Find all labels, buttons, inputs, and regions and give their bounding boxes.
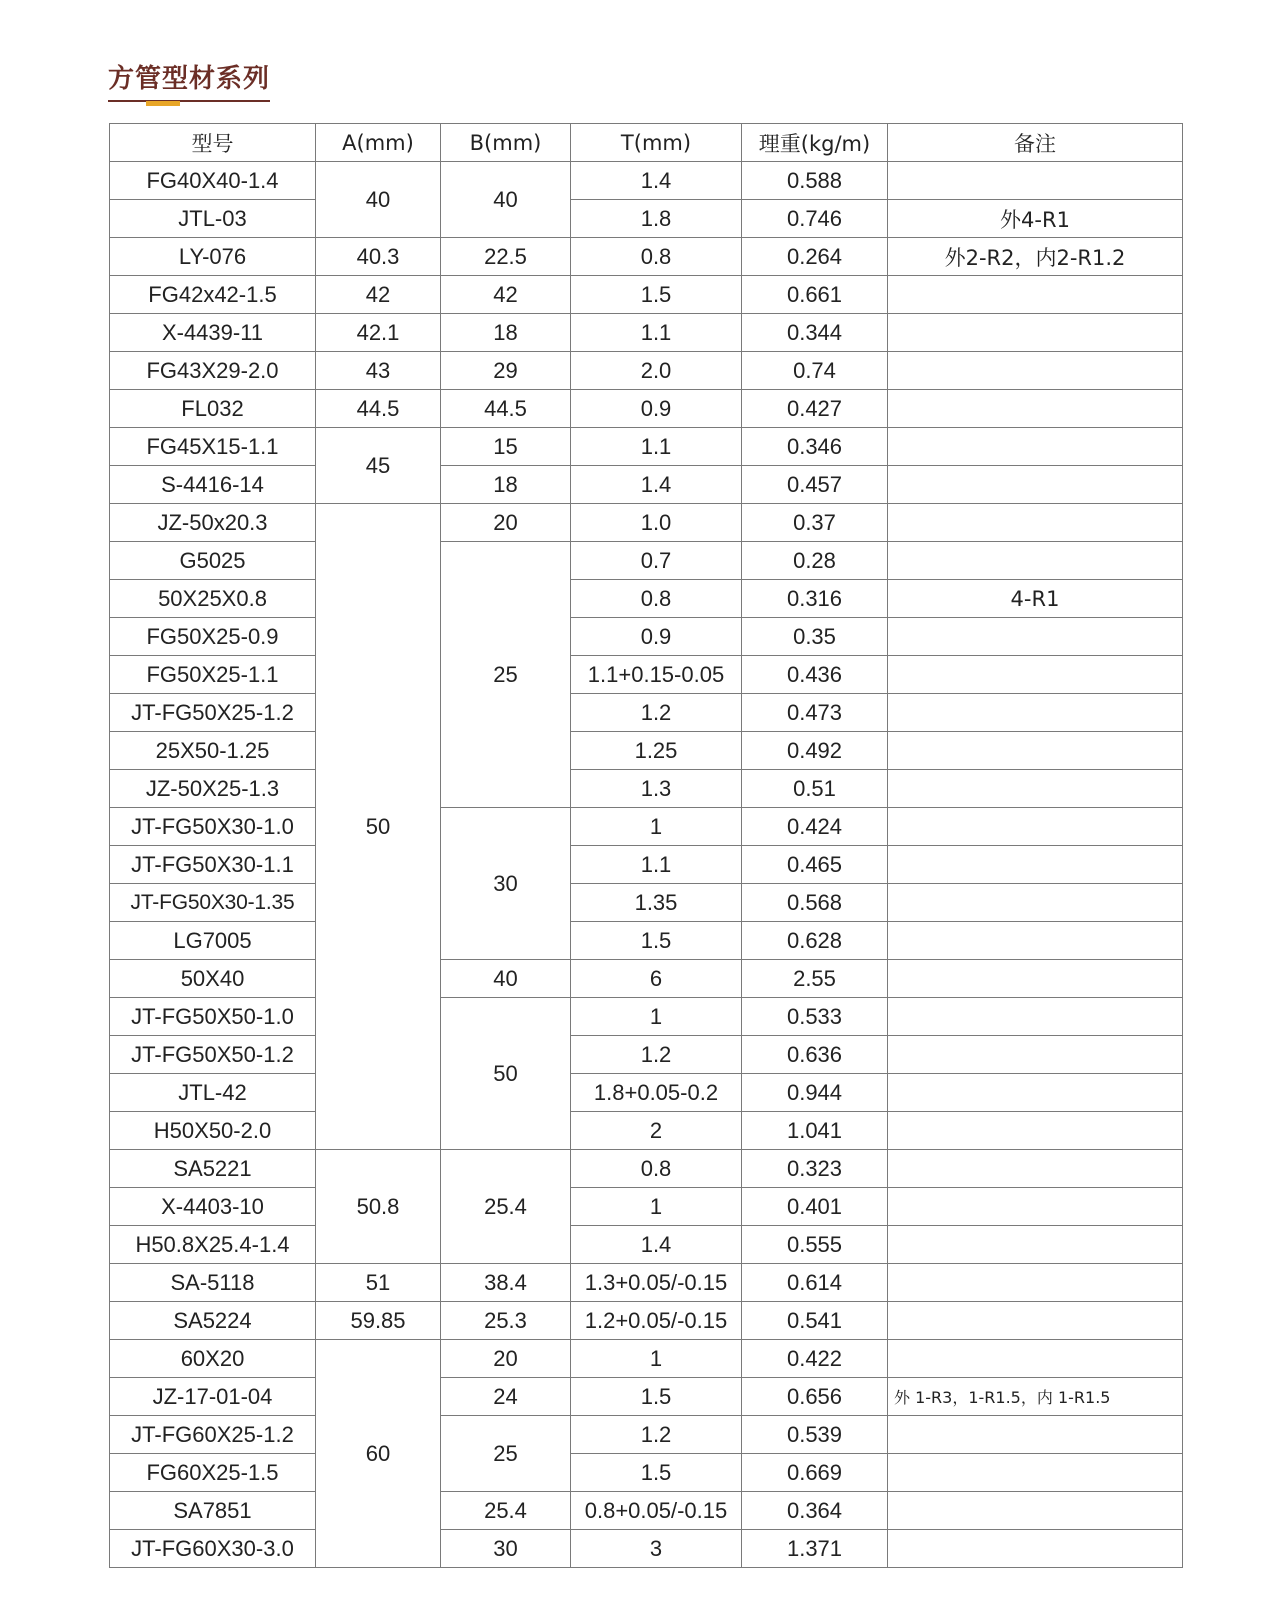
cell-model: FG45X15-1.1	[110, 428, 316, 466]
cell-model: JZ-50X25-1.3	[110, 770, 316, 808]
header-b: B(mm)	[441, 124, 571, 162]
cell-weight: 0.492	[742, 732, 888, 770]
cell-t: 1.4	[571, 162, 742, 200]
table-row	[110, 1150, 1183, 1188]
cell-model: SA5224	[110, 1302, 316, 1340]
cell-model: FG40X40-1.4	[110, 162, 316, 200]
cell-weight: 0.422	[742, 1340, 888, 1378]
cell-b: 25.4	[441, 1492, 571, 1530]
cell-weight: 0.364	[742, 1492, 888, 1530]
cell-t: 1.5	[571, 1454, 742, 1492]
cell-weight: 0.436	[742, 656, 888, 694]
cell-b: 30	[441, 808, 571, 960]
spec-table-body	[110, 162, 1183, 1568]
table-row	[110, 960, 1183, 998]
table-row	[110, 276, 1183, 314]
cell-b: 18	[441, 314, 571, 352]
cell-t: 1.4	[571, 1226, 742, 1264]
cell-a: 50	[316, 504, 441, 1150]
cell-t: 1.5	[571, 1378, 742, 1416]
cell-weight: 0.568	[742, 884, 888, 922]
cell-t: 1.8+0.05-0.2	[571, 1074, 742, 1112]
cell-model: JTL-03	[110, 200, 316, 238]
title-accent-bar	[146, 101, 180, 106]
table-row	[110, 1416, 1183, 1454]
cell-model: S-4416-14	[110, 466, 316, 504]
table-row	[110, 1302, 1183, 1340]
cell-t: 2.0	[571, 352, 742, 390]
cell-t: 1.2+0.05/-0.15	[571, 1302, 742, 1340]
table-row	[110, 1492, 1183, 1530]
cell-a: 51	[316, 1264, 441, 1302]
cell-t: 1	[571, 1188, 742, 1226]
table-row	[110, 808, 1183, 846]
table-row	[110, 1340, 1183, 1378]
cell-note	[888, 276, 1183, 314]
cell-weight: 0.264	[742, 238, 888, 276]
cell-a: 59.85	[316, 1302, 441, 1340]
cell-note	[888, 770, 1183, 808]
cell-note	[888, 922, 1183, 960]
table-row	[110, 694, 1183, 732]
page-title-block	[108, 62, 270, 102]
cell-t: 0.8	[571, 238, 742, 276]
page-title: 方管型材系列	[108, 62, 270, 102]
cell-weight: 0.465	[742, 846, 888, 884]
cell-model: JZ-17-01-04	[110, 1378, 316, 1416]
cell-model: 50X25X0.8	[110, 580, 316, 618]
cell-a: 50.8	[316, 1150, 441, 1264]
cell-note	[888, 1188, 1183, 1226]
cell-model: FG50X25-0.9	[110, 618, 316, 656]
table-row	[110, 1074, 1183, 1112]
cell-weight: 0.323	[742, 1150, 888, 1188]
cell-weight: 0.746	[742, 200, 888, 238]
cell-note	[888, 162, 1183, 200]
cell-t: 2	[571, 1112, 742, 1150]
table-row	[110, 1112, 1183, 1150]
cell-weight: 0.614	[742, 1264, 888, 1302]
cell-note	[888, 846, 1183, 884]
cell-model: FG42x42-1.5	[110, 276, 316, 314]
header-weight: 理重(kg/m)	[742, 124, 888, 162]
cell-weight: 0.427	[742, 390, 888, 428]
cell-b: 18	[441, 466, 571, 504]
cell-model: X-4403-10	[110, 1188, 316, 1226]
table-row	[110, 428, 1183, 466]
cell-b: 38.4	[441, 1264, 571, 1302]
cell-model: JT-FG50X30-1.0	[110, 808, 316, 846]
cell-weight: 0.316	[742, 580, 888, 618]
cell-note	[888, 1150, 1183, 1188]
cell-model: JT-FG50X25-1.2	[110, 694, 316, 732]
cell-b: 25.4	[441, 1150, 571, 1264]
cell-t: 1.25	[571, 732, 742, 770]
cell-b: 20	[441, 504, 571, 542]
table-row	[110, 656, 1183, 694]
cell-t: 1.1	[571, 314, 742, 352]
cell-t: 1.2	[571, 1036, 742, 1074]
cell-note	[888, 1112, 1183, 1150]
cell-b: 25.3	[441, 1302, 571, 1340]
cell-b: 25	[441, 542, 571, 808]
cell-t: 1.1	[571, 428, 742, 466]
cell-b: 29	[441, 352, 571, 390]
cell-t: 0.7	[571, 542, 742, 580]
cell-weight: 0.37	[742, 504, 888, 542]
cell-model: FL032	[110, 390, 316, 428]
cell-model: LG7005	[110, 922, 316, 960]
header-note: 备注	[888, 124, 1183, 162]
cell-model: G5025	[110, 542, 316, 580]
header-row	[110, 124, 1183, 162]
cell-note	[888, 542, 1183, 580]
table-row	[110, 200, 1183, 238]
cell-model: 50X40	[110, 960, 316, 998]
cell-b: 44.5	[441, 390, 571, 428]
cell-t: 0.9	[571, 618, 742, 656]
cell-t: 0.9	[571, 390, 742, 428]
table-row	[110, 846, 1183, 884]
cell-weight: 0.346	[742, 428, 888, 466]
cell-weight: 0.51	[742, 770, 888, 808]
cell-b: 30	[441, 1530, 571, 1568]
table-row	[110, 352, 1183, 390]
cell-weight: 0.424	[742, 808, 888, 846]
cell-b: 22.5	[441, 238, 571, 276]
cell-model: JZ-50x20.3	[110, 504, 316, 542]
cell-a: 44.5	[316, 390, 441, 428]
cell-t: 1.2	[571, 694, 742, 732]
cell-note	[888, 656, 1183, 694]
cell-model: 60X20	[110, 1340, 316, 1378]
cell-note	[888, 1302, 1183, 1340]
table-row	[110, 1378, 1183, 1416]
cell-t: 1.1+0.15-0.05	[571, 656, 742, 694]
cell-note	[888, 504, 1183, 542]
table-row	[110, 1454, 1183, 1492]
cell-note	[888, 732, 1183, 770]
cell-model: FG60X25-1.5	[110, 1454, 316, 1492]
spec-table	[109, 123, 1183, 1568]
table-row	[110, 618, 1183, 656]
cell-note	[888, 1454, 1183, 1492]
header-t: T(mm)	[571, 124, 742, 162]
header-model: 型号	[110, 124, 316, 162]
cell-note	[888, 808, 1183, 846]
header-a: A(mm)	[316, 124, 441, 162]
table-row	[110, 732, 1183, 770]
cell-t: 6	[571, 960, 742, 998]
cell-model: JT-FG50X30-1.35	[110, 884, 316, 922]
cell-weight: 0.457	[742, 466, 888, 504]
cell-note	[888, 390, 1183, 428]
cell-note: 外 1-R3，1-R1.5，内 1-R1.5	[888, 1378, 1183, 1416]
cell-model: X-4439-11	[110, 314, 316, 352]
cell-note	[888, 1036, 1183, 1074]
cell-weight: 0.35	[742, 618, 888, 656]
cell-a: 42	[316, 276, 441, 314]
table-row	[110, 162, 1183, 200]
cell-weight: 0.636	[742, 1036, 888, 1074]
cell-t: 1.4	[571, 466, 742, 504]
cell-t: 1	[571, 1340, 742, 1378]
cell-weight: 0.555	[742, 1226, 888, 1264]
cell-weight: 0.533	[742, 998, 888, 1036]
cell-t: 1.3+0.05/-0.15	[571, 1264, 742, 1302]
cell-note	[888, 960, 1183, 998]
cell-model: FG50X25-1.1	[110, 656, 316, 694]
cell-model: LY-076	[110, 238, 316, 276]
cell-note	[888, 618, 1183, 656]
cell-t: 1.35	[571, 884, 742, 922]
cell-model: H50X50-2.0	[110, 1112, 316, 1150]
cell-a: 45	[316, 428, 441, 504]
cell-weight: 0.588	[742, 162, 888, 200]
cell-note	[888, 314, 1183, 352]
table-row	[110, 580, 1183, 618]
cell-model: JT-FG60X30-3.0	[110, 1530, 316, 1568]
cell-a: 42.1	[316, 314, 441, 352]
cell-b: 20	[441, 1340, 571, 1378]
cell-t: 1.8	[571, 200, 742, 238]
cell-weight: 2.55	[742, 960, 888, 998]
table-row	[110, 770, 1183, 808]
cell-b: 40	[441, 162, 571, 238]
cell-t: 1	[571, 808, 742, 846]
cell-model: FG43X29-2.0	[110, 352, 316, 390]
cell-weight: 0.669	[742, 1454, 888, 1492]
cell-note	[888, 1340, 1183, 1378]
cell-a: 40	[316, 162, 441, 238]
cell-note: 4-R1	[888, 580, 1183, 618]
cell-weight: 0.344	[742, 314, 888, 352]
cell-t: 0.8+0.05/-0.15	[571, 1492, 742, 1530]
cell-weight: 0.74	[742, 352, 888, 390]
cell-t: 0.8	[571, 1150, 742, 1188]
cell-weight: 0.473	[742, 694, 888, 732]
cell-model: JTL-42	[110, 1074, 316, 1112]
cell-note	[888, 694, 1183, 732]
cell-a: 60	[316, 1340, 441, 1568]
cell-note	[888, 428, 1183, 466]
table-row	[110, 1530, 1183, 1568]
cell-model: JT-FG50X30-1.1	[110, 846, 316, 884]
cell-model: SA7851	[110, 1492, 316, 1530]
cell-note	[888, 466, 1183, 504]
cell-note: 外4-R1	[888, 200, 1183, 238]
table-row	[110, 1226, 1183, 1264]
cell-model: JT-FG50X50-1.2	[110, 1036, 316, 1074]
cell-weight: 0.28	[742, 542, 888, 580]
cell-weight: 0.656	[742, 1378, 888, 1416]
cell-model: H50.8X25.4-1.4	[110, 1226, 316, 1264]
cell-weight: 0.628	[742, 922, 888, 960]
cell-note	[888, 1416, 1183, 1454]
table-row	[110, 390, 1183, 428]
cell-t: 3	[571, 1530, 742, 1568]
table-row	[110, 238, 1183, 276]
cell-note	[888, 884, 1183, 922]
cell-weight: 0.539	[742, 1416, 888, 1454]
cell-t: 1.5	[571, 922, 742, 960]
cell-note	[888, 1226, 1183, 1264]
cell-b: 15	[441, 428, 571, 466]
cell-t: 1.2	[571, 1416, 742, 1454]
cell-b: 25	[441, 1416, 571, 1492]
table-row	[110, 1036, 1183, 1074]
cell-weight: 0.541	[742, 1302, 888, 1340]
cell-note	[888, 998, 1183, 1036]
cell-weight: 0.401	[742, 1188, 888, 1226]
table-row	[110, 504, 1183, 542]
cell-weight: 1.371	[742, 1530, 888, 1568]
cell-t: 1	[571, 998, 742, 1036]
cell-model: SA-5118	[110, 1264, 316, 1302]
table-row	[110, 466, 1183, 504]
table-row	[110, 314, 1183, 352]
cell-b: 40	[441, 960, 571, 998]
cell-model: JT-FG60X25-1.2	[110, 1416, 316, 1454]
cell-a: 43	[316, 352, 441, 390]
cell-a: 40.3	[316, 238, 441, 276]
cell-note	[888, 1264, 1183, 1302]
cell-b: 24	[441, 1378, 571, 1416]
table-row	[110, 542, 1183, 580]
cell-b: 50	[441, 998, 571, 1150]
table-row	[110, 884, 1183, 922]
cell-t: 1.1	[571, 846, 742, 884]
cell-t: 1.3	[571, 770, 742, 808]
cell-note	[888, 352, 1183, 390]
cell-note	[888, 1530, 1183, 1568]
cell-weight: 0.944	[742, 1074, 888, 1112]
table-row	[110, 1188, 1183, 1226]
table-row	[110, 1264, 1183, 1302]
cell-model: 25X50-1.25	[110, 732, 316, 770]
table-row	[110, 922, 1183, 960]
cell-note: 外2-R2，内2-R1.2	[888, 238, 1183, 276]
cell-note	[888, 1074, 1183, 1112]
cell-model: JT-FG50X50-1.0	[110, 998, 316, 1036]
cell-weight: 0.661	[742, 276, 888, 314]
cell-t: 0.8	[571, 580, 742, 618]
table-row	[110, 998, 1183, 1036]
cell-weight: 1.041	[742, 1112, 888, 1150]
cell-t: 1.5	[571, 276, 742, 314]
cell-note	[888, 1492, 1183, 1530]
cell-t: 1.0	[571, 504, 742, 542]
cell-model: SA5221	[110, 1150, 316, 1188]
cell-b: 42	[441, 276, 571, 314]
